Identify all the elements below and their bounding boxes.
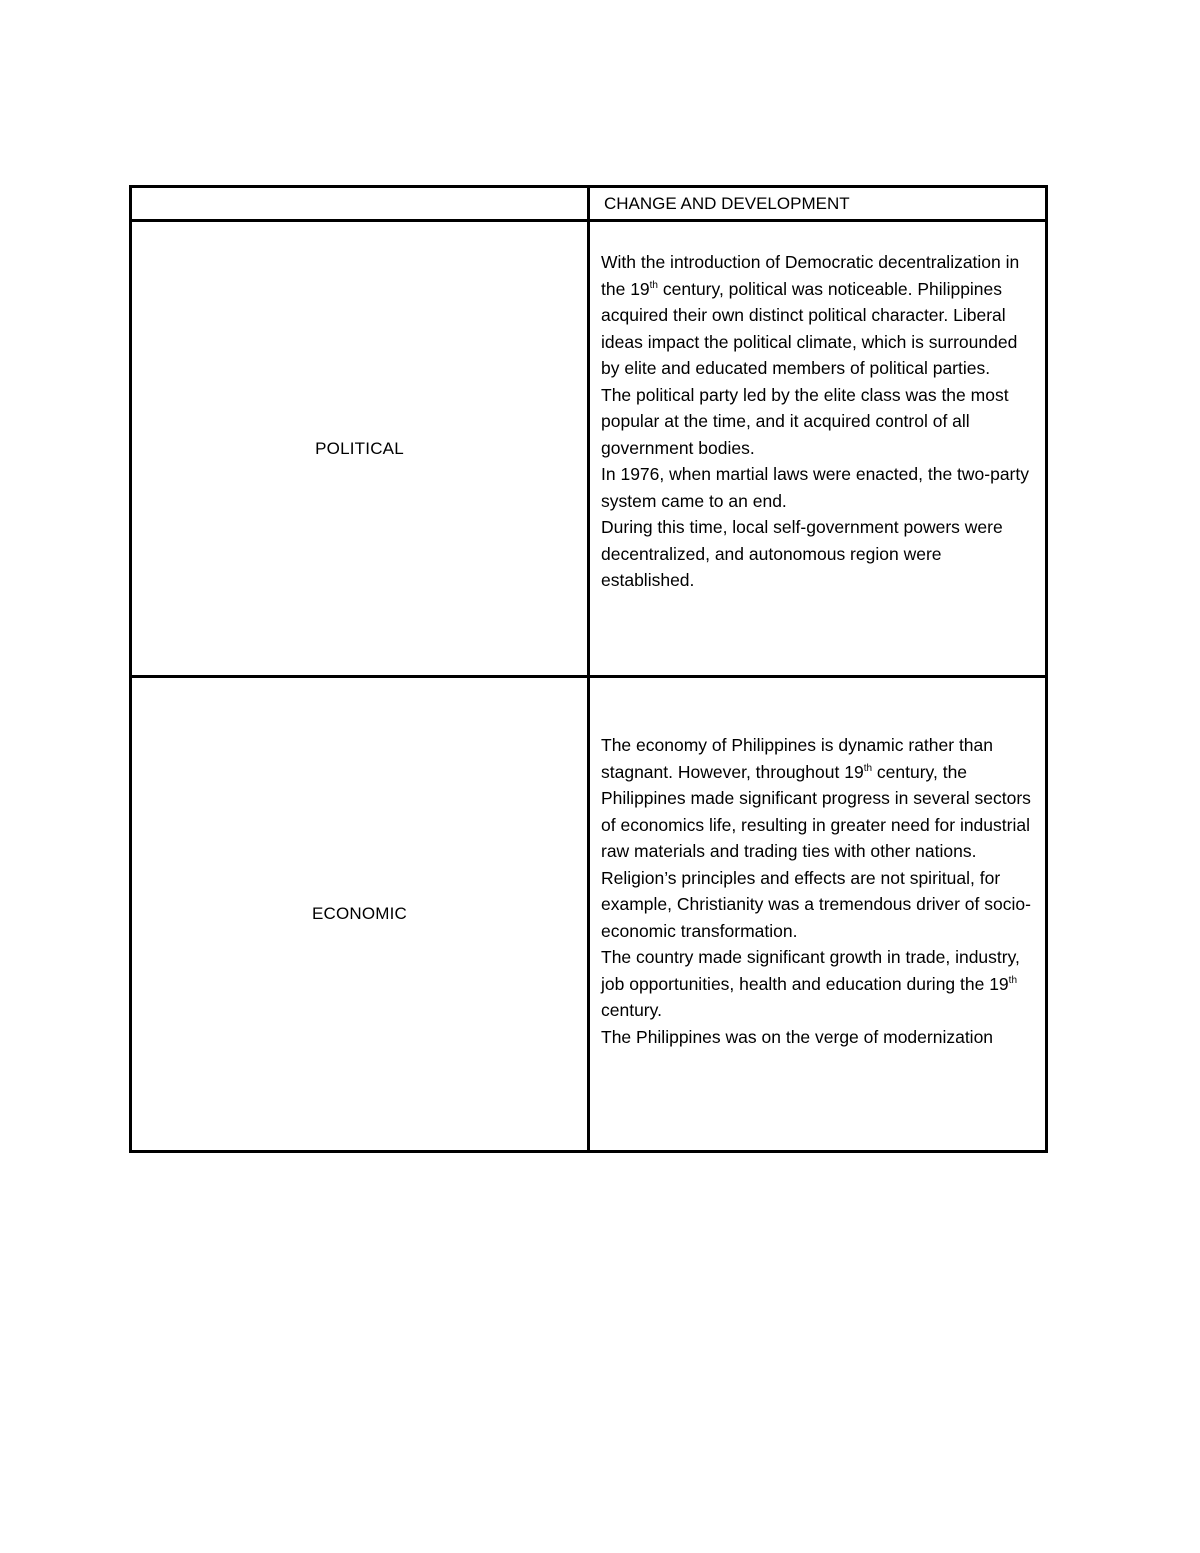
change-development-table bbox=[129, 185, 1048, 1153]
economic-description-cell bbox=[589, 677, 1047, 1152]
table-header-row bbox=[131, 187, 1047, 221]
political-paragraph-1-text-end: century, political was noticeable. Philippines acquired their own distinct political character. Liberal ideas impact the political climate, which is surrounded by elite and educated members of political parties. bbox=[601, 278, 1018, 378]
economic-paragraph-1-text-end: century, the Philippines made significant progress in several sectors of economics life, resulting in greater need for industrial raw materials and trading ties with other nations. bbox=[601, 761, 1031, 861]
political-paragraph-2: The political party led by the elite class was the most popular at the time, and it acquired control of all government bodies. bbox=[601, 384, 1009, 458]
economic-paragraph-3 bbox=[601, 944, 1035, 1024]
economic-paragraph-2: Religion’s principles and effects are not spiritual, for example, Christianity was a tremendous driver of socio-economic transformation. bbox=[601, 867, 1031, 941]
political-description-cell bbox=[589, 221, 1047, 677]
economic-description bbox=[590, 678, 1045, 1050]
political-paragraph-1-superscript: th bbox=[649, 279, 658, 291]
economic-paragraph-3-text: The country made significant growth in trade, industry, job opportunities, health and education during the 19 bbox=[601, 947, 1020, 994]
political-label: POLITICAL bbox=[131, 221, 589, 677]
economic-paragraph-1-text: The economy of Philippines is dynamic rather than stagnant. However, throughout 19 bbox=[601, 735, 994, 782]
economic-paragraph-1-superscript: th bbox=[863, 762, 873, 774]
economic-paragraph-3-superscript: th bbox=[1008, 974, 1018, 986]
economic-paragraph-3-text-end: century. bbox=[601, 1000, 662, 1020]
political-description bbox=[590, 222, 1045, 594]
header-empty-cell bbox=[131, 187, 589, 221]
economic-paragraph-1 bbox=[601, 732, 1035, 865]
economic-label: ECONOMIC bbox=[131, 677, 589, 1152]
political-paragraph-4: During this time, local self-government powers were decentralized, and autonomous region were established. bbox=[601, 517, 1003, 590]
table-row-economic bbox=[131, 677, 1047, 1152]
table-row-political bbox=[131, 221, 1047, 677]
political-paragraph-3: In 1976, when martial laws were enacted, the two-party system came to an end. bbox=[601, 464, 1029, 511]
political-paragraph-1 bbox=[601, 249, 1035, 382]
political-paragraph-1-text: With the introduction of Democratic decentralization in the 19 bbox=[601, 252, 1020, 299]
economic-paragraph-4: The Philippines was on the verge of modernization bbox=[601, 1026, 994, 1047]
header-title-cell: CHANGE AND DEVELOPMENT bbox=[589, 187, 1047, 221]
